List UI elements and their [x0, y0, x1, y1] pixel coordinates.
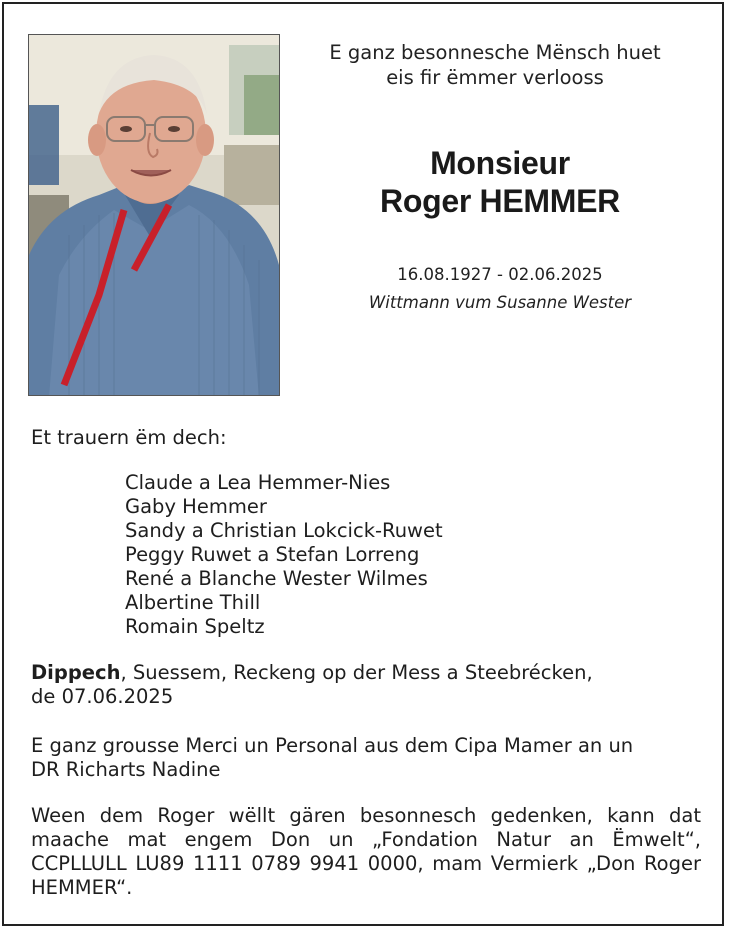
place-main: Dippech [31, 661, 121, 684]
place-rest: , Suessem, Reckeng op der Mess a Steebrécken, [120, 661, 593, 684]
portrait-photo [28, 34, 280, 396]
life-dates: 16.08.1927 - 02.06.2025 [397, 265, 603, 284]
thanks-block [31, 734, 701, 782]
mourner-name: Sandy a Christian Lokcick-Ruwet [125, 519, 443, 542]
mourner-name: Albertine Thill [125, 591, 261, 614]
donation-note: Ween dem Roger wëllt gären besonnesch gedenken, kann dat maache mat engem Don un „Fondation Natur an Ëmwelt“, CCPLLULL LU89 1111 0789 9941 0000, mam Vermierk „Don Roger HEMMER“. [31, 804, 701, 899]
honorific: Monsieur [430, 145, 570, 181]
mourner-name: Romain Speltz [125, 615, 265, 638]
mourners-list [125, 471, 443, 639]
life-dates-block [300, 261, 700, 317]
relation-line: Wittmann vum Susanne Wester [368, 293, 632, 312]
mourner-name: Gaby Hemmer [125, 495, 267, 518]
deceased-name-block [300, 144, 700, 220]
quote-line-2: eis fir ëmmer verlooss [386, 66, 604, 89]
mourning-intro: Et trauern ëm dech: [31, 426, 227, 449]
quote-line-1: E ganz besonnesche Mënsch huet [329, 41, 661, 64]
mourner-name: Peggy Ruwet a Stefan Lorreng [125, 543, 420, 566]
notice-date: de 07.06.2025 [31, 685, 174, 708]
thanks-line-1: E ganz grousse Merci un Personal aus dem Cipa Mamer an un [31, 734, 634, 757]
place-date-block [31, 661, 701, 709]
thanks-line-2: DR Richarts Nadine [31, 758, 221, 781]
quote [300, 40, 690, 90]
mourner-name: René a Blanche Wester Wilmes [125, 567, 428, 590]
deceased-name: Roger HEMMER [380, 183, 620, 219]
mourner-name: Claude a Lea Hemmer-Nies [125, 471, 391, 494]
